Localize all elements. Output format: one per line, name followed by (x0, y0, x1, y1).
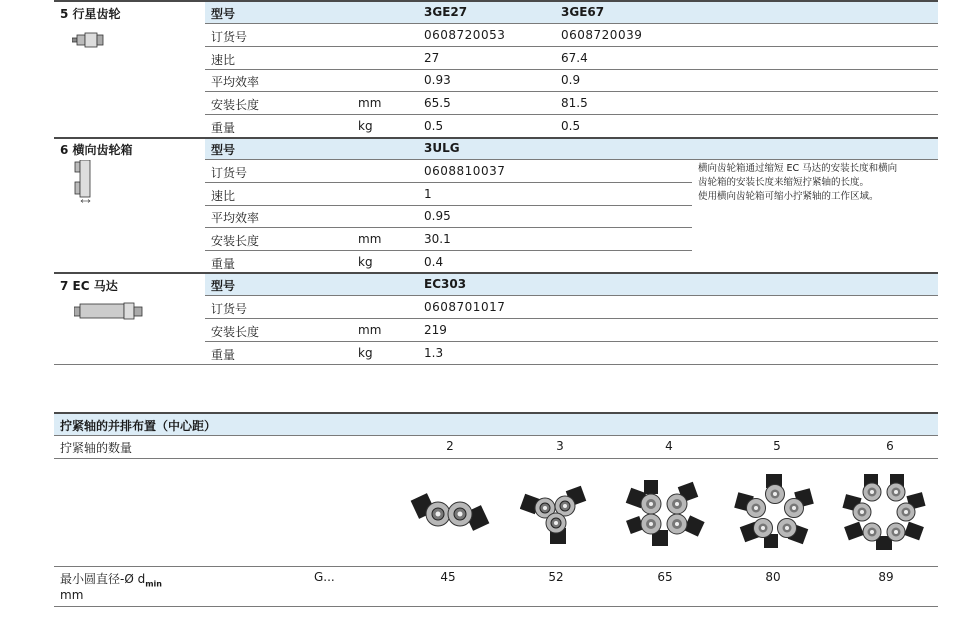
count-value: 3 (556, 439, 564, 453)
row-divider (205, 318, 938, 319)
note-line: 横向齿轮箱通过缩短 EC 马达的安装长度和横向 (698, 163, 898, 174)
cell-value: 30.1 (424, 232, 451, 246)
order-number: 0608701017 (424, 300, 506, 314)
row-label: 订货号 (211, 166, 248, 180)
model-value: 3GE67 (561, 5, 605, 19)
unit-label: kg (358, 119, 373, 133)
row-label: 安装长度 (211, 234, 260, 248)
row-divider (205, 250, 692, 251)
unit-label: mm (358, 96, 382, 110)
cell-value: 0.5 (561, 119, 581, 133)
row-divider (205, 114, 938, 115)
count-label: 拧紧轴的数量 (60, 441, 133, 455)
model-value: 3ULG (424, 141, 460, 155)
cell-value: 1.3 (424, 346, 444, 360)
layout-6-spindles-image (842, 472, 926, 552)
cell-value: 0.5 (424, 119, 444, 133)
cell-value: 0.9 (561, 73, 581, 87)
section-title: 7 EC 马达 (60, 279, 118, 293)
row-label: 安装长度 (211, 325, 260, 339)
cell-value: 0.95 (424, 209, 451, 223)
layout-3-spindles-image (520, 484, 590, 546)
row-label: 重量 (211, 257, 236, 271)
dmin-label-text: 最小圆直径-Ø d (60, 572, 146, 586)
row-divider (205, 341, 938, 342)
row-divider (205, 227, 692, 228)
row-divider (54, 458, 938, 459)
dmin-value: 80 (765, 570, 781, 584)
dmin-value: 52 (548, 570, 564, 584)
cell-value: 1 (424, 187, 432, 201)
section-title: 5 行星齿轮 (60, 7, 121, 21)
cell-value: 67.4 (561, 51, 588, 65)
unit-label: kg (358, 255, 373, 269)
order-number: 0608720039 (561, 28, 643, 42)
cell-value: 0.93 (424, 73, 451, 87)
header-row-bg (205, 139, 938, 159)
table-title: 拧紧轴的并排布置（中心距） (60, 419, 217, 433)
row-divider (54, 435, 938, 436)
row-label: 速比 (211, 189, 236, 203)
row-label: 安装长度 (211, 98, 260, 112)
cell-value: 65.5 (424, 96, 451, 110)
row-label: 订货号 (211, 302, 248, 316)
header-row-bg (205, 274, 938, 295)
row-label: 订货号 (211, 30, 248, 44)
row-divider (205, 69, 938, 70)
row-label: 速比 (211, 53, 236, 67)
section-title: 6 横向齿轮箱 (60, 143, 133, 157)
row-label: 重量 (211, 348, 236, 362)
table-bottom-rule (54, 606, 938, 607)
dmin-value: 45 (440, 570, 456, 584)
cell-value: 219 (424, 323, 447, 337)
gearbox-note (698, 162, 938, 204)
row-label: 型号 (211, 7, 236, 21)
dmin-unit: mm (60, 588, 84, 602)
layout-2-spindles-image (410, 486, 490, 538)
section-bottom-rule (54, 364, 938, 365)
row-divider (205, 205, 692, 206)
dmin-label (60, 570, 162, 588)
layout-5-spindles-image (734, 472, 816, 550)
count-value: 2 (446, 439, 454, 453)
row-label: 平均效率 (211, 211, 260, 225)
cell-value: 27 (424, 51, 440, 65)
order-number: 0608810037 (424, 164, 506, 178)
angle-gearbox-icon (72, 160, 94, 204)
unit-label: mm (358, 232, 382, 246)
row-divider (205, 46, 938, 47)
row-label: 型号 (211, 279, 236, 293)
note-line: 齿轮箱的安装长度来缩短拧紧轴的长度。 (698, 177, 870, 188)
row-divider (205, 295, 938, 296)
count-value: 6 (886, 439, 894, 453)
layout-4-spindles-image (624, 478, 706, 548)
row-divider (54, 566, 938, 567)
note-line: 使用横向齿轮箱可缩小拧紧轴的工作区域。 (698, 191, 879, 202)
unit-label: mm (358, 323, 382, 337)
dmin-code: G... (314, 570, 335, 584)
order-number: 0608720053 (424, 28, 506, 42)
cell-value: 0.4 (424, 255, 444, 269)
count-value: 5 (773, 439, 781, 453)
model-value: 3GE27 (424, 5, 468, 19)
ec-motor-icon (74, 302, 144, 320)
cell-value: 81.5 (561, 96, 588, 110)
dmin-value: 65 (657, 570, 673, 584)
model-value: EC303 (424, 277, 467, 291)
row-label: 重量 (211, 121, 236, 135)
row-divider (205, 23, 938, 24)
row-divider (205, 159, 938, 160)
row-divider (205, 182, 692, 183)
unit-label: kg (358, 346, 373, 360)
row-divider (205, 91, 938, 92)
planetary-gear-icon (72, 32, 106, 48)
count-value: 4 (665, 439, 673, 453)
dmin-subscript: min (145, 579, 162, 589)
row-label: 型号 (211, 143, 236, 157)
dmin-value: 89 (878, 570, 894, 584)
row-label: 平均效率 (211, 75, 260, 89)
